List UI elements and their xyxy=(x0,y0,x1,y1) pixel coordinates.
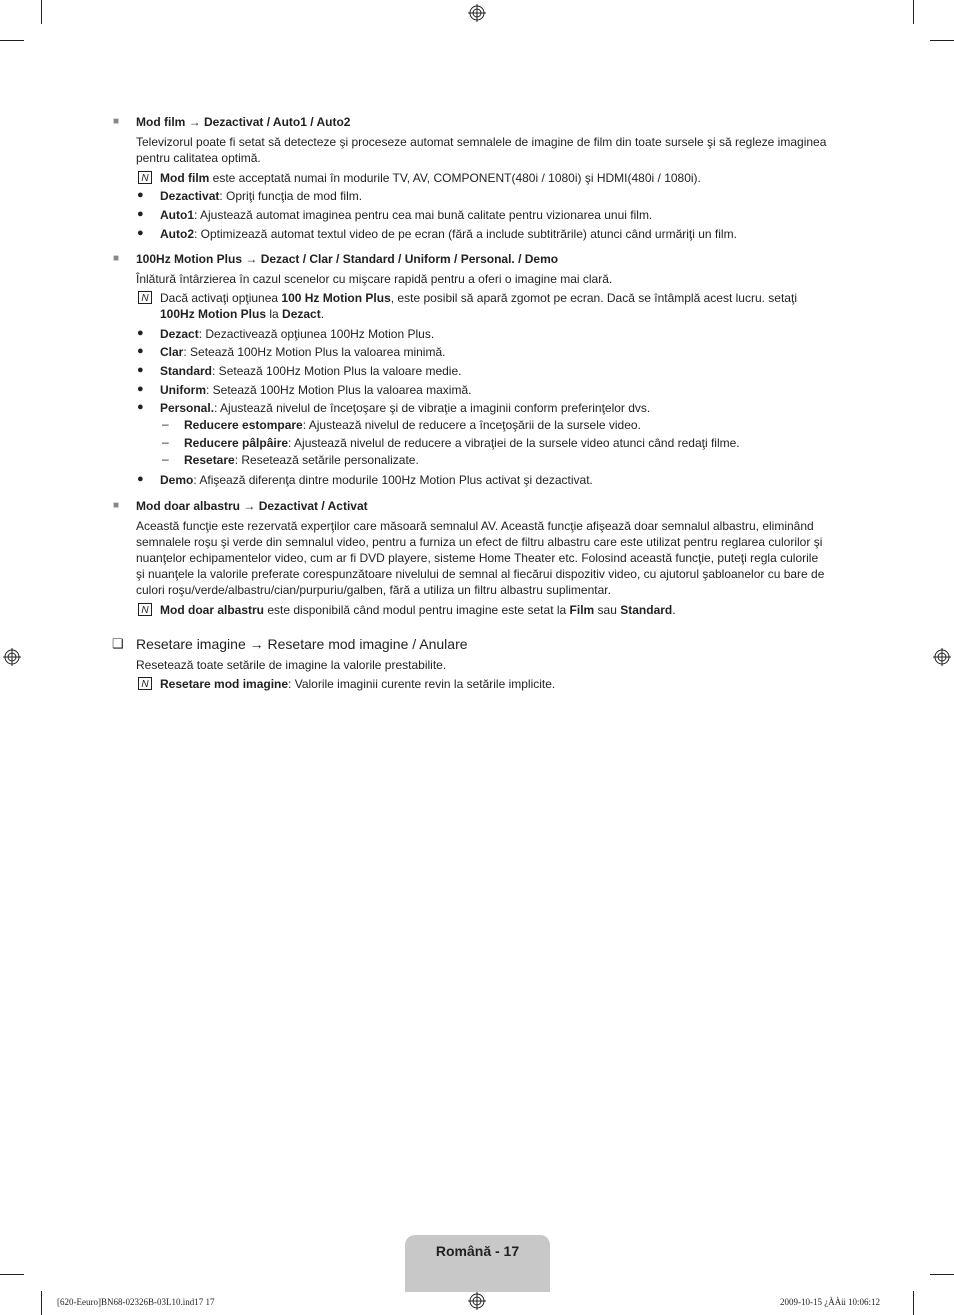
dash-bullet: – xyxy=(162,435,169,449)
sub-list-item: Resetare: Resetează setările personalizate. xyxy=(184,453,419,467)
list-item: Auto1: Ajustează automat imaginea pentru cea mai bună calitate pentru vizionarea unui film. xyxy=(160,208,653,222)
round-bullet-icon: ● xyxy=(137,383,144,395)
checkbox-bullet-icon: ❑ xyxy=(112,636,124,651)
note-text: 100Hz Motion Plus la Dezact. xyxy=(160,307,325,321)
round-bullet-icon: ● xyxy=(137,401,144,413)
round-bullet-icon: ● xyxy=(137,345,144,357)
section-description: şi nuanţele la valorile preferate corespunzătoare nivelului de semnal al fiecărui dispozitiv video, cu ajutorul şabloanelor cu bare de xyxy=(136,567,825,581)
section-header-motion-plus: 100Hz Motion Plus → Dezact / Clar / Standard / Uniform / Personal. / Demo xyxy=(136,252,559,266)
note-icon xyxy=(138,291,152,304)
note-icon xyxy=(138,171,152,184)
list-item: Auto2: Optimizează automat textul video de pe ecran (fără a include subtitrările) atunci când urmăriţi un film. xyxy=(160,227,737,241)
round-bullet-icon: ● xyxy=(137,189,144,201)
section-description: nuanţelor echipamentelor video, cum ar fi DVD playere, sisteme Home Theater etc. Folosind această funcţie, puteţi regla culorile xyxy=(136,551,819,565)
note-text: Resetare mod imagine: Valorile imaginii curente revin la setările implicite. xyxy=(160,677,556,691)
svg-text:N: N xyxy=(141,605,149,616)
note-icon xyxy=(138,677,152,690)
list-item: Personal.: Ajustează nivelul de înceţoşare şi de vibraţie a imaginii conform preferinţelor dvs. xyxy=(160,401,651,415)
section-header-blue-only: Mod doar albastru → Dezactivat / Activat xyxy=(136,499,368,513)
round-bullet-icon: ● xyxy=(137,208,144,220)
page-number: Română - 17 xyxy=(435,1243,520,1259)
square-bullet-icon: ■ xyxy=(113,116,120,127)
svg-text:N: N xyxy=(141,679,149,690)
note-text: Mod film este acceptată numai în modurile TV, AV, COMPONENT(480i / 1080i) şi HDMI(480i / 1080i). xyxy=(160,171,701,185)
square-bullet-icon: ■ xyxy=(113,253,120,264)
list-item: Dezact: Dezactivează opţiunea 100Hz Motion Plus. xyxy=(160,327,435,341)
note-text: Mod doar albastru este disponibilă când modul pentru imagine este setat la Film sau Standard. xyxy=(160,603,676,617)
round-bullet-icon: ● xyxy=(137,364,144,376)
list-item: Clar: Setează 100Hz Motion Plus la valoarea minimă. xyxy=(160,345,446,359)
section-description: Resetează toate setările de imagine la valorile prestabilite. xyxy=(136,658,447,672)
dash-bullet: – xyxy=(162,417,169,431)
sub-list-item: Reducere pâlpâire: Ajustează nivelul de reducere a vibraţiei de la sursele video atunci când redaţi filme. xyxy=(184,436,740,450)
list-item: Uniform: Setează 100Hz Motion Plus la valoarea maximă. xyxy=(160,383,472,397)
dash-bullet: – xyxy=(162,452,169,466)
note-text: Dacă activaţi opţiunea 100 Hz Motion Plus, este posibil să apară zgomot pe ecran. Dacă se întâmplă acest lucru. setaţi xyxy=(160,291,797,305)
sub-list-item: Reducere estompare: Ajustează nivelul de reducere a înceţoşării de la sursele video. xyxy=(184,418,641,432)
round-bullet-icon: ● xyxy=(137,327,144,339)
svg-text:N: N xyxy=(141,173,149,184)
section-description: semnalele roşu şi verde din semnalul video, pentru a furniza un efect de filtru albastru care este utilizat pentru reglarea culorilor şi xyxy=(136,535,823,549)
round-bullet-icon: ● xyxy=(137,227,144,239)
section-description: culori roşu/verde/albastru/cian/purpuriu/galben, fără a utiliza un filtru albastru suplimentar. xyxy=(136,583,611,597)
list-item: Demo: Afişează diferenţa dintre modurile 100Hz Motion Plus activat şi dezactivat. xyxy=(160,473,593,487)
section-description: Televizorul poate fi setat să detecteze şi proceseze automat semnalele de imagine de film din toate sursele şi să regleze imaginea xyxy=(136,135,827,149)
section-header-mod-film: Mod film → Dezactivat / Auto1 / Auto2 xyxy=(136,115,351,129)
square-bullet-icon: ■ xyxy=(113,500,120,511)
section-description: Înlătură întârzierea în cazul scenelor cu mişcare rapidă pentru a oferi o imagine mai clară. xyxy=(136,272,613,286)
print-slug-left: [620-Eeuro]BN68-02326B-03L10.ind17 17 xyxy=(57,1297,215,1307)
print-slug-right: 2009-10-15 ¿ÀÀü 10:06:12 xyxy=(780,1297,880,1307)
section-description: Această funcţie este rezervată experţilor care măsoară semnalul AV. Această funcţie afişează doar semnalul albastru, eliminând xyxy=(136,519,814,533)
section-description: pentru calitatea optimă. xyxy=(136,151,261,165)
round-bullet-icon: ● xyxy=(137,473,144,485)
section-header-reset: Resetare imagine → Resetare mod imagine / Anulare xyxy=(136,636,468,652)
note-icon xyxy=(138,603,152,616)
list-item: Dezactivat: Opriţi funcţia de mod film. xyxy=(160,189,363,203)
svg-text:N: N xyxy=(141,293,149,304)
list-item: Standard: Setează 100Hz Motion Plus la valoare medie. xyxy=(160,364,462,378)
